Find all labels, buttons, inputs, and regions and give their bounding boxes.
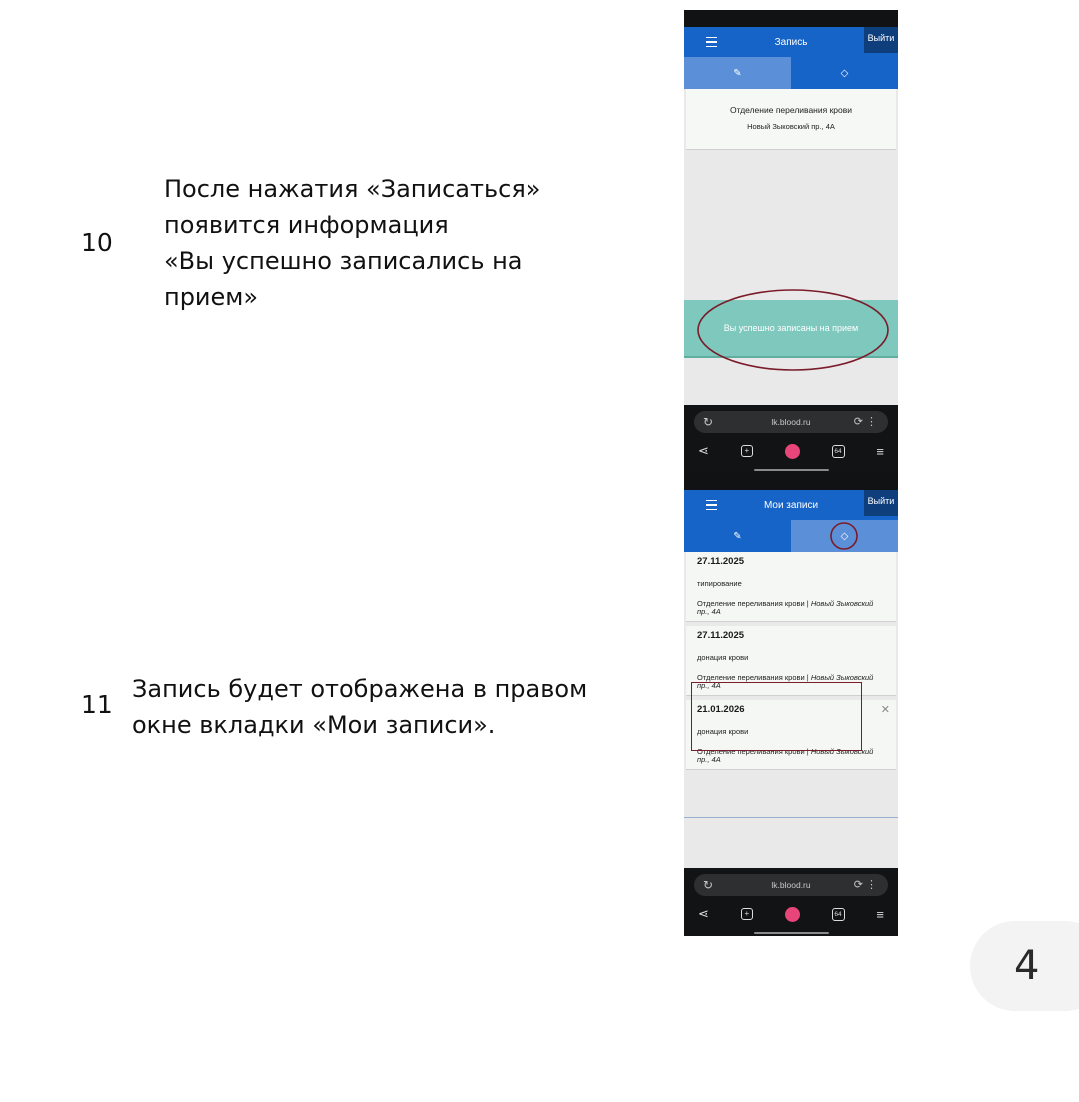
browser-nav <box>698 441 884 461</box>
record-date: 27.11.2025 <box>697 630 745 641</box>
clinic-address: Новый Зыковский пр., 4А <box>747 122 835 131</box>
logout-button[interactable]: Выйти <box>864 27 898 53</box>
record-type: донация крови <box>697 653 749 662</box>
record-place: Отделение переливания крови | Новый Зыковский пр., 4А <box>697 673 874 690</box>
clinic-name: Отделение переливания крови <box>729 105 853 115</box>
menu-icon[interactable]: ≡ <box>876 443 884 459</box>
more-icon[interactable]: ⟳⋮ <box>853 416 880 428</box>
menu-icon[interactable]: ≡ <box>876 906 884 922</box>
page-number-badge <box>970 921 1079 1011</box>
tab-bar <box>684 57 898 89</box>
reload-icon[interactable]: ↻ <box>703 415 714 429</box>
record-date: 21.01.2026 <box>697 704 745 715</box>
home-indicator <box>754 469 829 471</box>
step-text-line: После нажатия «Записаться» <box>164 175 541 203</box>
app-header <box>684 490 898 520</box>
close-icon[interactable]: ✕ <box>880 704 890 716</box>
record-type: донация крови <box>697 727 749 736</box>
url-text: lk.blood.ru <box>771 880 811 890</box>
step-number: 10 <box>81 228 113 257</box>
browser-nav <box>698 904 884 924</box>
browser-bar <box>684 868 898 936</box>
step-text-line: «Вы успешно записались на <box>164 247 523 275</box>
pencil-icon: ✎ <box>733 67 742 79</box>
app-header <box>684 27 898 57</box>
home-indicator <box>754 932 829 934</box>
step-text-line: появится информация <box>164 211 449 239</box>
clinic-card <box>686 89 896 150</box>
tabs-count[interactable]: 64 <box>832 908 845 921</box>
phone-screenshot-booking <box>684 10 898 473</box>
url-bar[interactable] <box>694 411 888 433</box>
tab-booking[interactable] <box>684 520 791 552</box>
step-description <box>164 171 540 315</box>
pencil-icon: ✎ <box>733 530 742 542</box>
record-type: типирование <box>697 579 742 588</box>
step-description <box>132 671 587 743</box>
tabs-count[interactable]: 64 <box>832 445 845 458</box>
assistant-icon[interactable] <box>785 907 800 922</box>
highlight-ellipse <box>684 280 898 380</box>
page-title: Мои записи <box>763 500 819 511</box>
ticket-icon: ◇ <box>840 67 849 79</box>
highlight-box <box>691 682 862 751</box>
record-place: Отделение переливания крови | Новый Зыковский пр., 4А <box>697 747 874 764</box>
divider <box>684 817 898 818</box>
tab-bar <box>684 520 898 552</box>
share-icon[interactable]: ⋖ <box>698 443 709 458</box>
url-bar[interactable] <box>694 874 888 896</box>
assistant-icon[interactable] <box>785 444 800 459</box>
step-number: 11 <box>81 690 113 719</box>
ticket-icon: ◇ <box>840 530 849 542</box>
record-address: Новый Зыковский пр., 4А <box>697 747 874 764</box>
new-tab-icon[interactable]: + <box>741 445 753 457</box>
record-place: Отделение переливания крови | Новый Зыковский пр., 4А <box>697 599 874 616</box>
share-icon[interactable]: ⋖ <box>698 906 709 921</box>
more-icon[interactable]: ⟳⋮ <box>853 879 880 891</box>
page-number: 4 <box>1014 943 1040 989</box>
tab-booking[interactable] <box>684 57 791 89</box>
logout-button[interactable]: Выйти <box>864 490 898 516</box>
phone-screenshot-records <box>684 473 898 936</box>
browser-bar <box>684 405 898 473</box>
url-text: lk.blood.ru <box>771 417 811 427</box>
record-date: 27.11.2025 <box>697 556 745 567</box>
tab-my-records[interactable] <box>791 520 898 552</box>
new-tab-icon[interactable]: + <box>741 908 753 920</box>
step-text-line: окне вкладки «Мои записи». <box>132 711 496 739</box>
record-address: Новый Зыковский пр., 4А <box>697 673 874 690</box>
highlight-circle <box>828 520 860 552</box>
step-text-line: прием» <box>164 283 259 311</box>
reload-icon[interactable]: ↻ <box>703 878 714 892</box>
status-bar <box>684 10 898 27</box>
step-text-line: Запись будет отображена в правом <box>132 675 588 703</box>
tab-my-records[interactable] <box>791 57 898 89</box>
page-title: Запись <box>774 37 808 48</box>
toast-text: Вы успешно записаны на прием <box>723 323 859 333</box>
record-card[interactable] <box>686 552 896 622</box>
status-bar <box>684 473 898 490</box>
record-address: Новый Зыковский пр., 4А <box>697 599 874 616</box>
